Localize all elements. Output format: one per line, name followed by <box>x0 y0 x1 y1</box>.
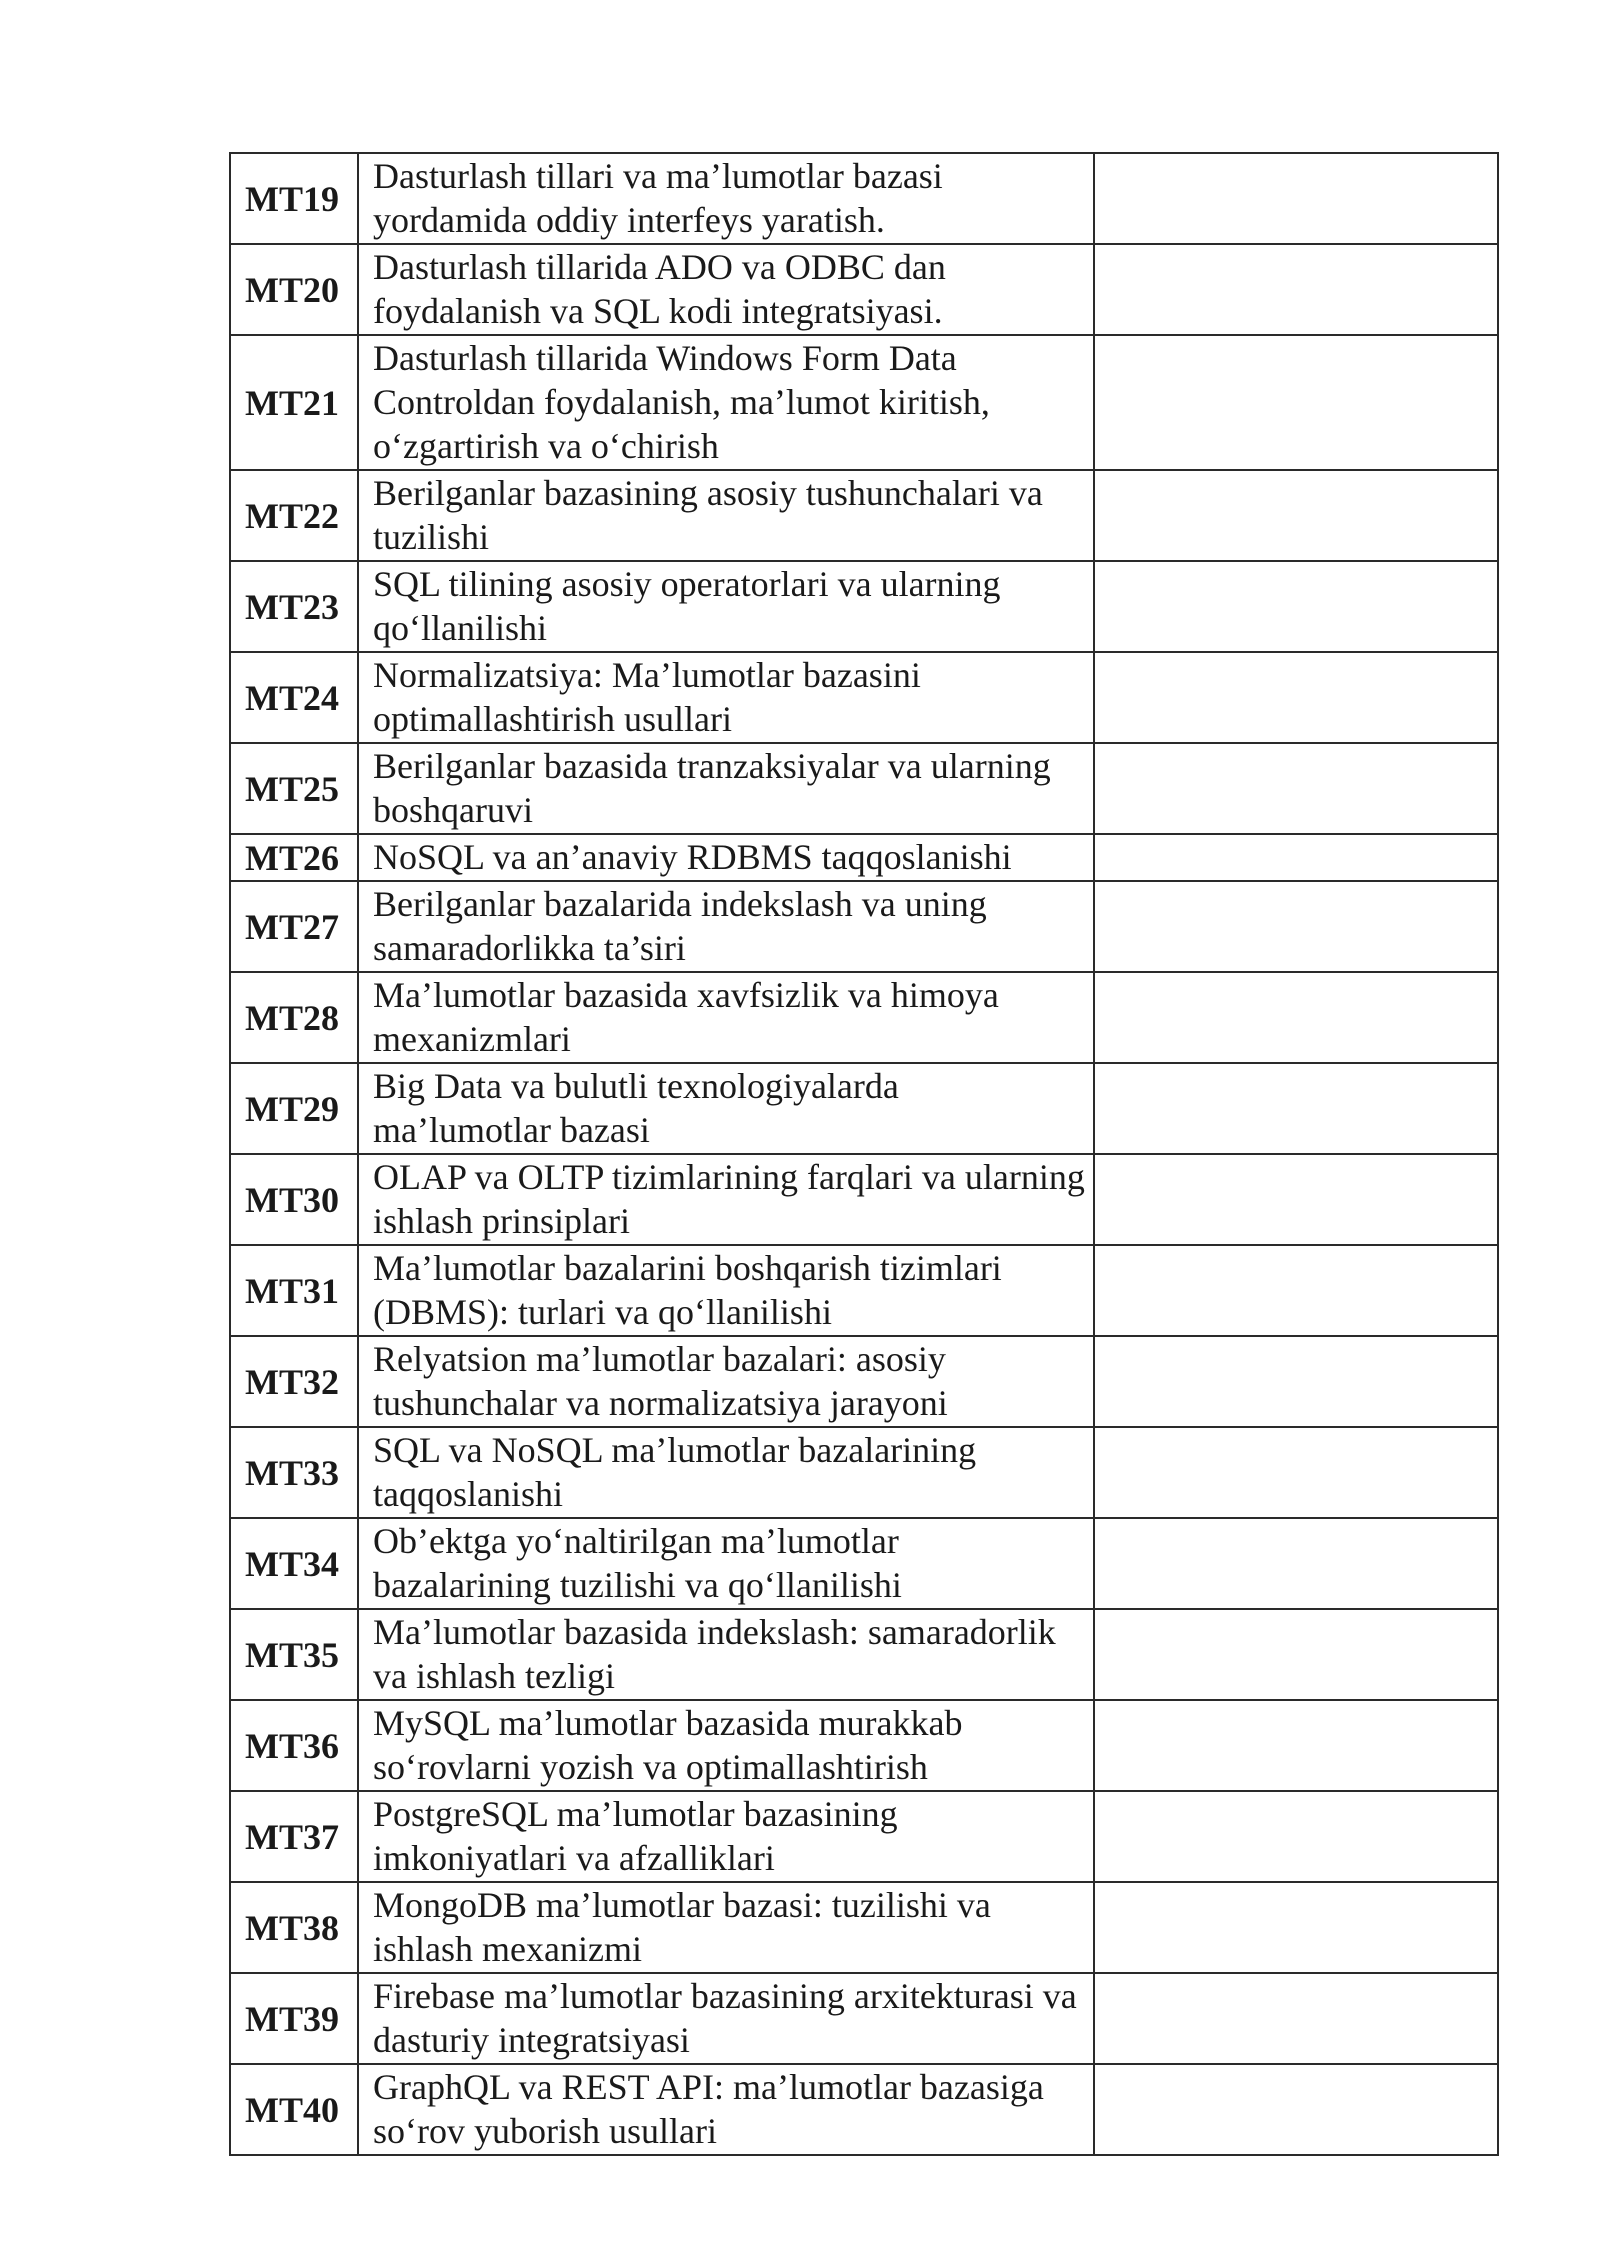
topic-title: MySQL ma’lumotlar bazasida murakkab so‘rovlarni yozish va optimallashtirish <box>358 1700 1094 1791</box>
topic-note <box>1094 561 1498 652</box>
topic-title: Relyatsion ma’lumotlar bazalari: asosiy tushunchalar va normalizatsiya jarayoni <box>358 1336 1094 1427</box>
topic-title: MongoDB ma’lumotlar bazasi: tuzilishi va ishlash mexanizmi <box>358 1882 1094 1973</box>
topic-title: SQL tilining asosiy operatorlari va ularning qo‘llanilishi <box>358 561 1094 652</box>
topic-code: MT33 <box>230 1427 358 1518</box>
table-row <box>230 1791 1498 1882</box>
table-row <box>230 470 1498 561</box>
topic-code: MT37 <box>230 1791 358 1882</box>
topic-title: Big Data va bulutli texnologiyalarda ma’lumotlar bazasi <box>358 1063 1094 1154</box>
topic-title: Ma’lumotlar bazalarini boshqarish tizimlari (DBMS): turlari va qo‘llanilishi <box>358 1245 1094 1336</box>
topic-title: Dasturlash tillarida ADO va ODBC dan foydalanish va SQL kodi integratsiyasi. <box>358 244 1094 335</box>
topic-title: Dasturlash tillari va ma’lumotlar bazasi yordamida oddiy interfeys yaratish. <box>358 153 1094 244</box>
table-row <box>230 881 1498 972</box>
topic-note <box>1094 2064 1498 2155</box>
topic-code: MT24 <box>230 652 358 743</box>
topics-table <box>229 152 1499 2156</box>
table-row <box>230 1700 1498 1791</box>
topic-code: MT36 <box>230 1700 358 1791</box>
topic-code: MT26 <box>230 834 358 881</box>
topic-note <box>1094 1154 1498 1245</box>
table-row <box>230 743 1498 834</box>
table-row <box>230 1609 1498 1700</box>
topic-note <box>1094 470 1498 561</box>
topic-note <box>1094 1609 1498 1700</box>
table-row <box>230 1427 1498 1518</box>
topic-code: MT39 <box>230 1973 358 2064</box>
topic-note <box>1094 1973 1498 2064</box>
table-row <box>230 834 1498 881</box>
topic-code: MT22 <box>230 470 358 561</box>
topic-title: Berilganlar bazalarida indekslash va uning samaradorlikka ta’siri <box>358 881 1094 972</box>
topic-title: Firebase ma’lumotlar bazasining arxitekturasi va dasturiy integratsiyasi <box>358 1973 1094 2064</box>
topic-note <box>1094 743 1498 834</box>
topic-note <box>1094 1882 1498 1973</box>
topic-title: Ma’lumotlar bazasida xavfsizlik va himoya mexanizmlari <box>358 972 1094 1063</box>
topic-title: OLAP va OLTP tizimlarining farqlari va ularning ishlash prinsiplari <box>358 1154 1094 1245</box>
table-row <box>230 1973 1498 2064</box>
topic-code: MT20 <box>230 244 358 335</box>
table-row <box>230 652 1498 743</box>
topic-note <box>1094 1427 1498 1518</box>
topic-note <box>1094 881 1498 972</box>
topic-code: MT35 <box>230 1609 358 1700</box>
topic-note <box>1094 1245 1498 1336</box>
topic-note <box>1094 1063 1498 1154</box>
topic-title: GraphQL va REST API: ma’lumotlar bazasiga so‘rov yuborish usullari <box>358 2064 1094 2155</box>
topic-code: MT31 <box>230 1245 358 1336</box>
topic-code: MT30 <box>230 1154 358 1245</box>
table-row <box>230 1882 1498 1973</box>
table-row <box>230 561 1498 652</box>
topic-code: MT23 <box>230 561 358 652</box>
topic-note <box>1094 834 1498 881</box>
topic-note <box>1094 972 1498 1063</box>
topic-code: MT19 <box>230 153 358 244</box>
topic-code: MT38 <box>230 1882 358 1973</box>
topic-title: Dasturlash tillarida Windows Form Data Controldan foydalanish, ma’lumot kiritish, o‘zgartirish va o‘chirish <box>358 335 1094 470</box>
topic-code: MT25 <box>230 743 358 834</box>
table-row <box>230 1518 1498 1609</box>
table-row <box>230 1154 1498 1245</box>
topic-title: SQL va NoSQL ma’lumotlar bazalarining taqqoslanishi <box>358 1427 1094 1518</box>
table-row <box>230 972 1498 1063</box>
topic-code: MT40 <box>230 2064 358 2155</box>
topic-title: PostgreSQL ma’lumotlar bazasining imkoniyatlari va afzalliklari <box>358 1791 1094 1882</box>
topic-code: MT28 <box>230 972 358 1063</box>
topic-code: MT21 <box>230 335 358 470</box>
topic-note <box>1094 1791 1498 1882</box>
table-row <box>230 153 1498 244</box>
topics-table-body <box>230 153 1498 2155</box>
topic-code: MT27 <box>230 881 358 972</box>
table-row <box>230 335 1498 470</box>
table-row <box>230 1336 1498 1427</box>
topic-code: MT34 <box>230 1518 358 1609</box>
table-row <box>230 1245 1498 1336</box>
topic-title: Berilganlar bazasida tranzaksiyalar va ularning boshqaruvi <box>358 743 1094 834</box>
topic-code: MT32 <box>230 1336 358 1427</box>
topic-code: MT29 <box>230 1063 358 1154</box>
topic-title: Berilganlar bazasining asosiy tushunchalari va tuzilishi <box>358 470 1094 561</box>
table-row <box>230 244 1498 335</box>
topic-note <box>1094 244 1498 335</box>
topic-title: Ob’ektga yo‘naltirilgan ma’lumotlar bazalarining tuzilishi va qo‘llanilishi <box>358 1518 1094 1609</box>
topic-note <box>1094 1700 1498 1791</box>
topic-note <box>1094 1336 1498 1427</box>
topic-note <box>1094 1518 1498 1609</box>
topic-note <box>1094 652 1498 743</box>
topic-note <box>1094 153 1498 244</box>
table-row <box>230 1063 1498 1154</box>
topic-title: NoSQL va an’anaviy RDBMS taqqoslanishi <box>358 834 1094 881</box>
topic-note <box>1094 335 1498 470</box>
topic-title: Ma’lumotlar bazasida indekslash: samaradorlik va ishlash tezligi <box>358 1609 1094 1700</box>
table-row <box>230 2064 1498 2155</box>
topic-title: Normalizatsiya: Ma’lumotlar bazasini optimallashtirish usullari <box>358 652 1094 743</box>
